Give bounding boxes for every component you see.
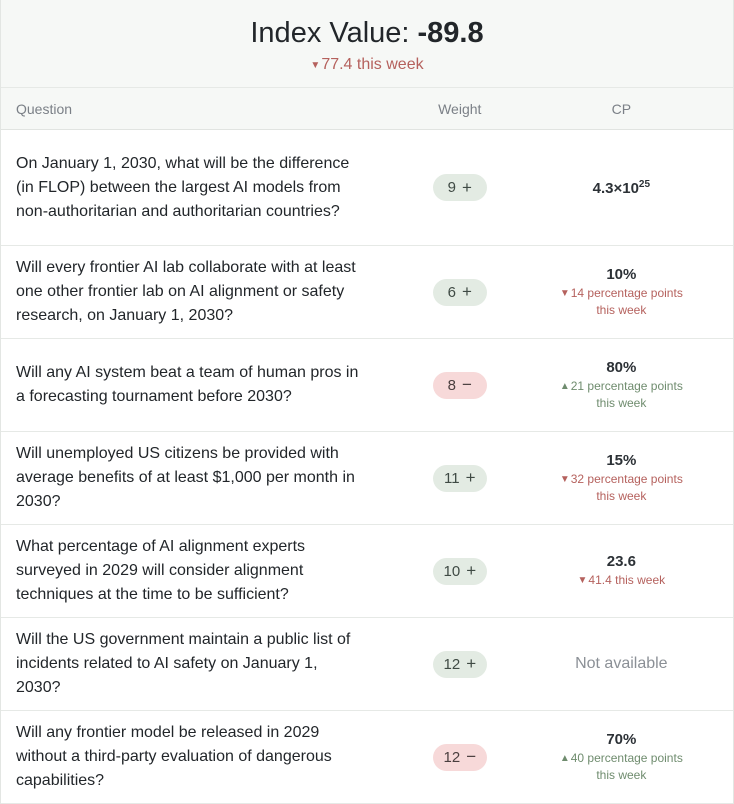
triangle-up-icon: ▲: [559, 380, 570, 392]
triangle-down-icon: ▼: [559, 287, 570, 299]
question-link[interactable]: On January 1, 2030, what will be the difference (in FLOP) between the largest AI models from non-authoritarian and authoritarian countries?: [16, 154, 350, 220]
cp-cell: [510, 655, 733, 673]
weight-pill[interactable]: [433, 465, 487, 492]
weight-pill[interactable]: [433, 174, 487, 201]
cp-cell: [510, 731, 733, 784]
weight-pill[interactable]: [433, 651, 487, 678]
weight-value: 10: [443, 562, 461, 580]
table-row: [1, 711, 733, 804]
table-row: [1, 130, 733, 246]
cp-cell: [510, 266, 733, 319]
cp-change: [510, 285, 733, 319]
table-row: [1, 339, 733, 432]
cp-value: 80%: [606, 358, 637, 376]
triangle-down-icon: ▼: [559, 473, 570, 485]
cp-not-available: Not available: [575, 655, 668, 672]
cp-value: 70%: [606, 730, 637, 748]
column-header-weight: Weight: [438, 100, 482, 117]
index-title: [1, 0, 733, 50]
cp-value: 15%: [606, 451, 637, 469]
cp-value: 10%: [606, 265, 637, 283]
question-link[interactable]: Will every frontier AI lab collaborate with at least one other frontier lab on AI alignment or safety research, on January 1, 2030?: [16, 259, 356, 324]
plus-icon: +: [466, 561, 477, 580]
question-link[interactable]: Will the US government maintain a public list of incidents related to AI safety on January 1, 2030?: [16, 631, 351, 696]
weight-pill[interactable]: [433, 372, 487, 399]
question-link[interactable]: Will any frontier model be released in 2029 without a third-party evaluation of dangerous capabilities?: [16, 724, 332, 789]
index-weekly-change-text: 77.4 this week: [321, 56, 424, 73]
cp-change: [510, 471, 733, 505]
cp-change: [510, 572, 733, 589]
weight-value: 6: [447, 283, 457, 301]
plus-icon: +: [466, 654, 477, 673]
index-weekly-change: [1, 56, 733, 74]
cp-change-text: 32 percentage points: [570, 471, 683, 486]
weight-value: 11: [444, 469, 460, 487]
cp-value: 23.6: [606, 553, 636, 570]
weight-pill[interactable]: [433, 558, 487, 585]
cp-change-period: this week: [596, 767, 647, 782]
cp-mantissa: 4.3×10: [592, 179, 639, 197]
index-header: [1, 0, 733, 88]
cp-change-text: 40 percentage points: [570, 750, 683, 765]
plus-icon: +: [462, 177, 472, 197]
plus-icon: +: [462, 282, 472, 301]
cp-change-text: 21 percentage points: [570, 378, 683, 393]
column-header-question: Question: [16, 100, 73, 117]
cp-exponent: 25: [638, 178, 651, 190]
cp-value: [510, 179, 733, 197]
weight-value: 9: [447, 179, 457, 196]
index-value: -89.8: [417, 17, 484, 49]
weight-pill[interactable]: [433, 744, 487, 771]
triangle-down-icon: ▼: [310, 60, 321, 71]
table-header: [1, 88, 733, 130]
cp-cell: [510, 452, 733, 505]
table-row: [1, 246, 733, 339]
cp-change-period: this week: [596, 302, 647, 317]
cp-change-period: this week: [596, 488, 647, 503]
plus-icon: +: [465, 468, 476, 487]
cp-change-period: this week: [596, 395, 647, 410]
weight-value: 12: [443, 655, 461, 673]
minus-icon: −: [462, 375, 472, 394]
question-link[interactable]: Will unemployed US citizens be provided with average benefits of at least $1,000 per month in 2030?: [16, 445, 355, 510]
cp-cell: [510, 553, 733, 589]
cp-change-text: 14 percentage points: [570, 285, 683, 300]
index-title-label: Index Value:: [250, 17, 418, 49]
cp-change-text: 41.4 this week: [588, 573, 666, 587]
weight-value: 12: [443, 748, 461, 766]
column-header-cp: CP: [611, 100, 632, 117]
weight-pill[interactable]: [433, 279, 487, 306]
triangle-down-icon: ▼: [577, 575, 588, 586]
table-row: [1, 432, 733, 525]
cp-cell: [510, 359, 733, 412]
minus-icon: −: [466, 747, 477, 766]
table-row: [1, 618, 733, 711]
weight-value: 8: [447, 376, 457, 394]
cp-change: [510, 378, 733, 412]
cp-cell: [510, 179, 733, 197]
question-link[interactable]: What percentage of AI alignment experts surveyed in 2029 will consider alignment techniques at the time to be sufficient?: [16, 538, 306, 603]
table-row: [1, 525, 733, 618]
question-link[interactable]: Will any AI system beat a team of human pros in a forecasting tournament before 2030?: [16, 364, 359, 405]
cp-change: [510, 750, 733, 784]
triangle-up-icon: ▲: [559, 752, 570, 764]
